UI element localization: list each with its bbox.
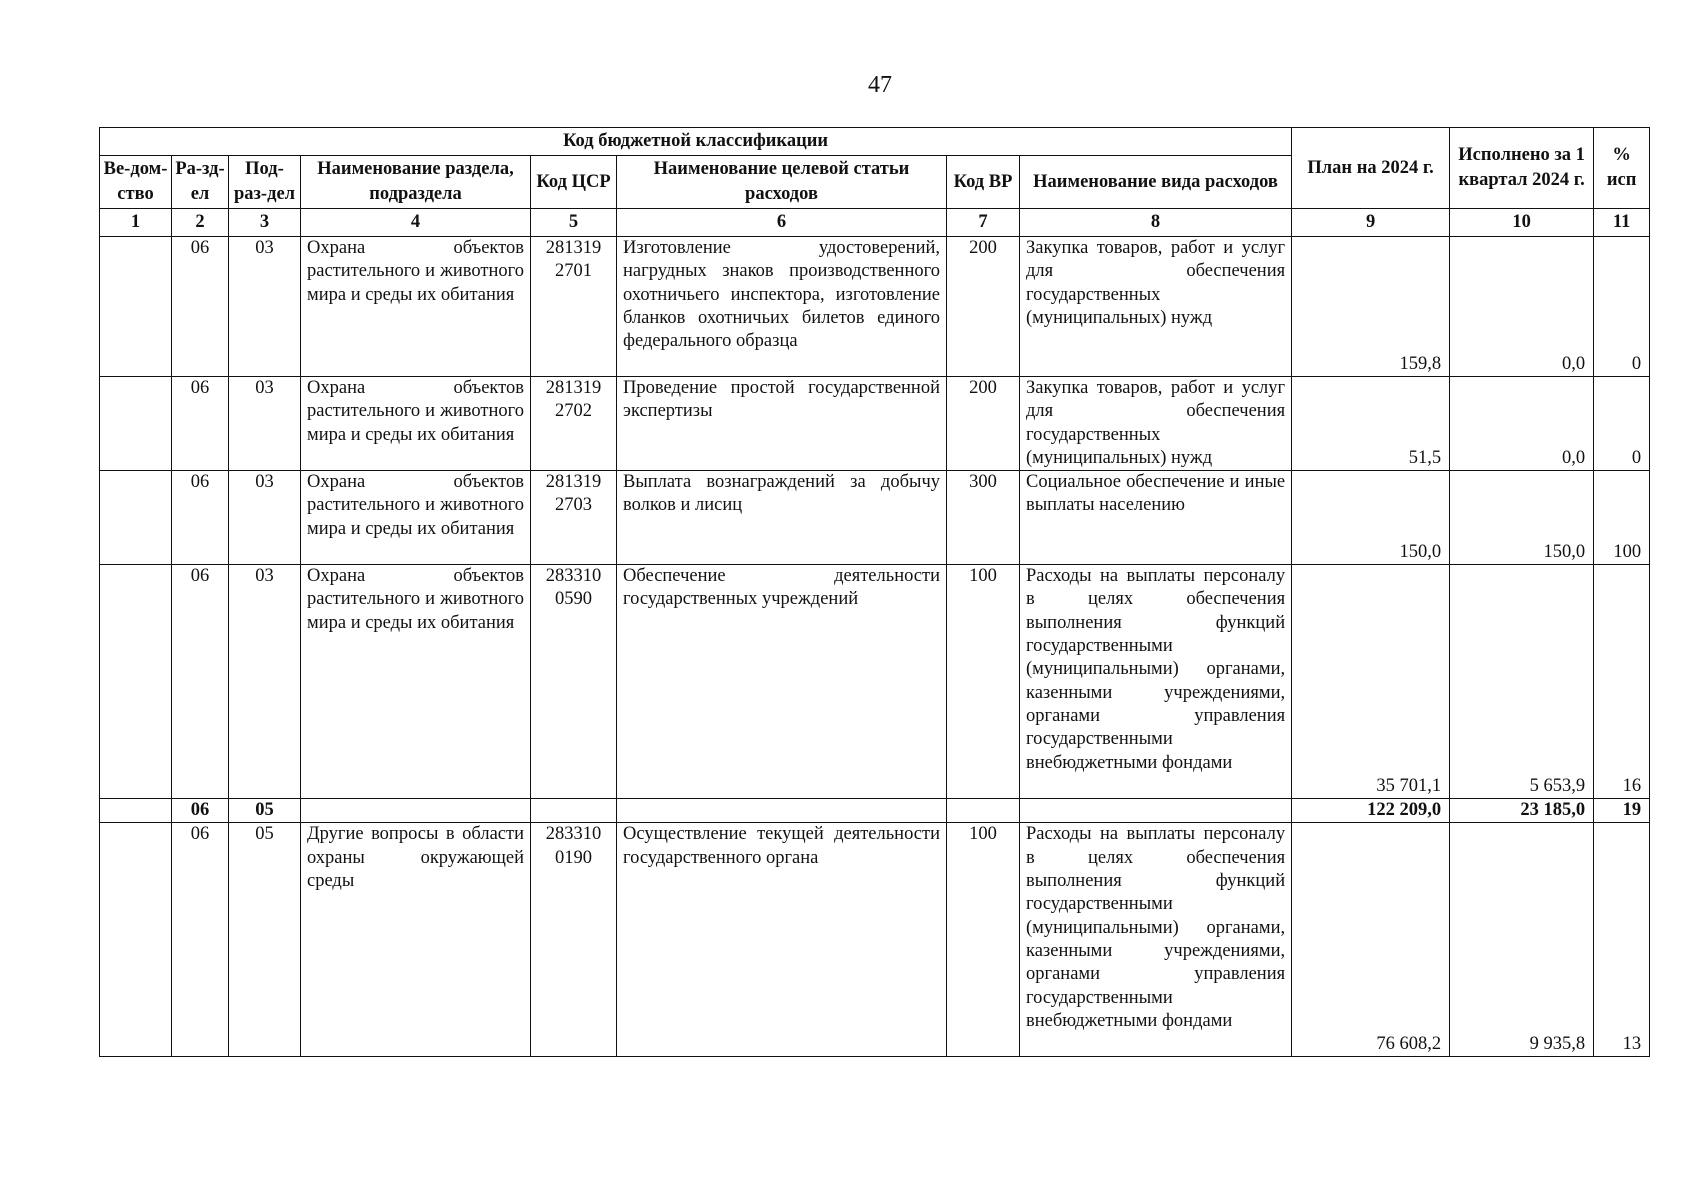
header-podrazdel: Под-раз-дел (229, 156, 301, 209)
cell-vedomstvo (100, 565, 172, 799)
cell-naim-vida: Социальное обеспечение и иные выплаты населению (1020, 471, 1292, 565)
cell-naim-razdela: Охрана объектов растительного и животного мира и среды их обитания (301, 237, 531, 377)
cell-percent: 13 (1594, 823, 1650, 1057)
header-percent: % исп (1594, 128, 1650, 209)
column-number: 2 (172, 209, 229, 237)
column-number: 10 (1450, 209, 1594, 237)
table-row (100, 377, 1650, 471)
cell-razdel: 06 (172, 565, 229, 799)
cell-kod-csr: 283310 0190 (531, 823, 617, 1057)
header-plan: План на 2024 г. (1292, 128, 1450, 209)
table-row (100, 237, 1650, 377)
cell-plan: 76 608,2 (1292, 823, 1450, 1057)
header-ispolneno: Исполнено за 1 квартал 2024 г. (1450, 128, 1594, 209)
cell-podrazdel: 03 (229, 565, 301, 799)
header-vedomstvo: Ве-дом-ство (100, 156, 172, 209)
column-number: 1 (100, 209, 172, 237)
page-number: 47 (868, 72, 892, 98)
cell-vedomstvo (100, 471, 172, 565)
cell-podrazdel: 05 (229, 823, 301, 1057)
cell-ispolneno: 9 935,8 (1450, 823, 1594, 1057)
cell-razdel: 06 (172, 799, 229, 823)
cell-naim-vida: Закупка товаров, работ и услуг для обеспечения государственных (муниципальных) нужд (1020, 237, 1292, 377)
column-number: 9 (1292, 209, 1450, 237)
header-row-group (100, 128, 1650, 156)
cell-naim-razdela: Охрана объектов растительного и животного мира и среды их обитания (301, 471, 531, 565)
cell-plan: 51,5 (1292, 377, 1450, 471)
cell-naim-vida: Расходы на выплаты персоналу в целях обеспечения выполнения функций государственными (муниципальными) органами, казенными учреждениями, органами управления государственными внебюджетными фондами (1020, 823, 1292, 1057)
cell-naim-celevoy (617, 799, 947, 823)
table-row (100, 471, 1650, 565)
cell-percent: 100 (1594, 471, 1650, 565)
cell-razdel: 06 (172, 377, 229, 471)
header-kod-vr: Код ВР (947, 156, 1020, 209)
header-budget-classification: Код бюджетной классификации (100, 128, 1292, 156)
cell-kod-csr (531, 799, 617, 823)
budget-table (99, 127, 1650, 1057)
cell-podrazdel: 03 (229, 377, 301, 471)
cell-plan-total: 122 209,0 (1292, 799, 1450, 823)
cell-kod-vr: 200 (947, 377, 1020, 471)
table-row (100, 565, 1650, 799)
cell-naim-vida: Закупка товаров, работ и услуг для обеспечения государственных (муниципальных) нужд (1020, 377, 1292, 471)
cell-ispolneno: 5 653,9 (1450, 565, 1594, 799)
cell-plan: 150,0 (1292, 471, 1450, 565)
cell-vedomstvo (100, 237, 172, 377)
cell-kod-vr: 200 (947, 237, 1020, 377)
header-razdel: Ра-зд-ел (172, 156, 229, 209)
cell-percent: 0 (1594, 377, 1650, 471)
cell-podrazdel: 03 (229, 471, 301, 565)
cell-vedomstvo (100, 823, 172, 1057)
cell-kod-csr: 281319 2702 (531, 377, 617, 471)
cell-kod-csr: 283310 0590 (531, 565, 617, 799)
cell-naim-celevoy: Проведение простой государственной экспертизы (617, 377, 947, 471)
column-number: 8 (1020, 209, 1292, 237)
subtotal-row (100, 799, 1650, 823)
header-naim-vida: Наименование вида расходов (1020, 156, 1292, 209)
cell-kod-csr: 281319 2703 (531, 471, 617, 565)
cell-plan: 159,8 (1292, 237, 1450, 377)
cell-vedomstvo (100, 799, 172, 823)
cell-plan: 35 701,1 (1292, 565, 1450, 799)
header-row-numbers (100, 209, 1650, 237)
cell-naim-razdela: Охрана объектов растительного и животного мира и среды их обитания (301, 377, 531, 471)
cell-naim-celevoy: Выплата вознаграждений за добычу волков и лисиц (617, 471, 947, 565)
cell-ispolneno: 0,0 (1450, 377, 1594, 471)
cell-naim-razdela (301, 799, 531, 823)
cell-vedomstvo (100, 377, 172, 471)
cell-naim-celevoy: Изготовление удостоверений, нагрудных знаков производственного охотничьего инспектора, изготовление бланков охотничьих билетов единого федерального образца (617, 237, 947, 377)
column-number: 3 (229, 209, 301, 237)
cell-naim-vida: Расходы на выплаты персоналу в целях обеспечения выполнения функций государственными (муниципальными) органами, казенными учреждениями, органами управления государственными внебюджетными фондами (1020, 565, 1292, 799)
cell-naim-razdela: Охрана объектов растительного и животного мира и среды их обитания (301, 565, 531, 799)
cell-percent-total: 19 (1594, 799, 1650, 823)
cell-kod-vr: 300 (947, 471, 1020, 565)
cell-razdel: 06 (172, 823, 229, 1057)
cell-naim-celevoy: Обеспечение деятельности государственных учреждений (617, 565, 947, 799)
cell-percent: 16 (1594, 565, 1650, 799)
cell-ispolneno: 0,0 (1450, 237, 1594, 377)
header-naim-celevoy: Наименование целевой статьи расходов (617, 156, 947, 209)
column-number: 7 (947, 209, 1020, 237)
table-row (100, 823, 1650, 1057)
cell-naim-celevoy: Осуществление текущей деятельности государственного органа (617, 823, 947, 1057)
cell-percent: 0 (1594, 237, 1650, 377)
cell-kod-csr: 281319 2701 (531, 237, 617, 377)
column-number: 6 (617, 209, 947, 237)
cell-naim-vida (1020, 799, 1292, 823)
cell-razdel: 06 (172, 471, 229, 565)
cell-ispolneno-total: 23 185,0 (1450, 799, 1594, 823)
cell-kod-vr (947, 799, 1020, 823)
header-naim-razdela: Наименование раздела, подраздела (301, 156, 531, 209)
cell-naim-razdela: Другие вопросы в области охраны окружающей среды (301, 823, 531, 1057)
cell-kod-vr: 100 (947, 565, 1020, 799)
column-number: 4 (301, 209, 531, 237)
cell-podrazdel: 05 (229, 799, 301, 823)
cell-kod-vr: 100 (947, 823, 1020, 1057)
column-number: 5 (531, 209, 617, 237)
column-number: 11 (1594, 209, 1650, 237)
cell-ispolneno: 150,0 (1450, 471, 1594, 565)
header-kod-csr: Код ЦСР (531, 156, 617, 209)
cell-razdel: 06 (172, 237, 229, 377)
cell-podrazdel: 03 (229, 237, 301, 377)
